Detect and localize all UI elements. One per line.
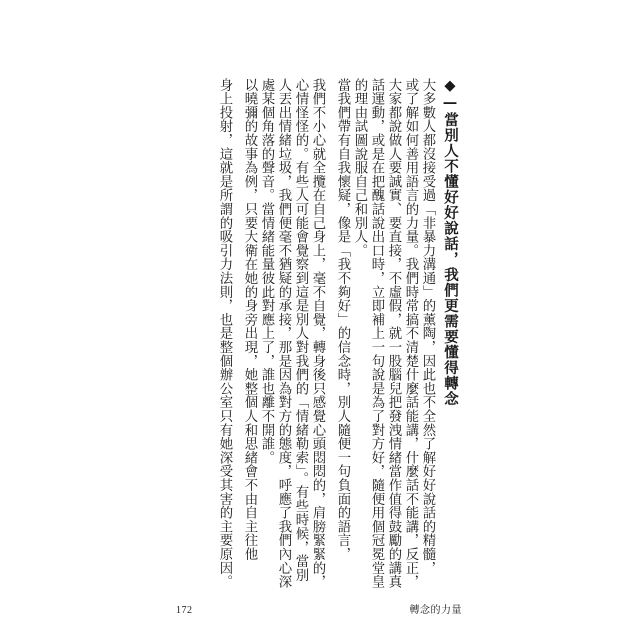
text-column: 當我們帶有自我懷疑，像是「我不夠好」的信念時，別人隨便一句負面的語言， [335,78,350,561]
text-column: 心情怪怪的。有些人可能會覺察到這是別人對我們的「情緒勒索」。有些時候，當別 [293,78,308,582]
vertical-text-block [166,78,458,589]
running-title: 轉念的力量 [409,605,462,616]
text-column: 人丟出情緒垃圾，我們便毫不猶疑的承接，那是因為對方的態度，呼應了我們內心深 [276,78,291,589]
text-column: 我們不小心就全攬在自己身上，毫不自覺，轉身後只感覺心頭悶悶的，肩膀緊緊的， [310,78,325,589]
page-number: 172 [176,605,193,616]
text-column: 話運動，或是在把醜話說出口時，立即補上一句說是為了對方好，隨便用個冠冕堂皇 [369,78,384,589]
text-column: 大多數人都沒接受過「非暴力溝通」的薰陶，因此也不全然了解好好說話的精髓， [420,78,435,575]
section-heading: ◆—當別人不懂好好說話，我們更需要懂得轉念 [442,78,458,407]
text-column: 的理由試圖說服自己和別人。 [352,78,367,258]
text-column: 以曉彌的故事為例，只要大衛在她的身旁出現，她整個人和思緒會不由自主往他 [242,78,257,561]
text-column: 身上投射，這就是所謂的吸引力法則，也是整個辦公室只有她深受其害的主要原因。 [217,78,232,589]
text-column: 或了解如何善用語言的力量。我們時常搞不清楚什麼話能講，什麼話不能講，反正， [403,78,418,589]
text-column: 大家都說做人要誠實、要直接，不虛假，就一股腦兒把發洩情緒當作值得鼓勵的講真 [386,78,401,589]
text-column: 處某個角落的聲音。當情緒能量彼此對應上了，誰也離不開誰。 [259,78,274,465]
